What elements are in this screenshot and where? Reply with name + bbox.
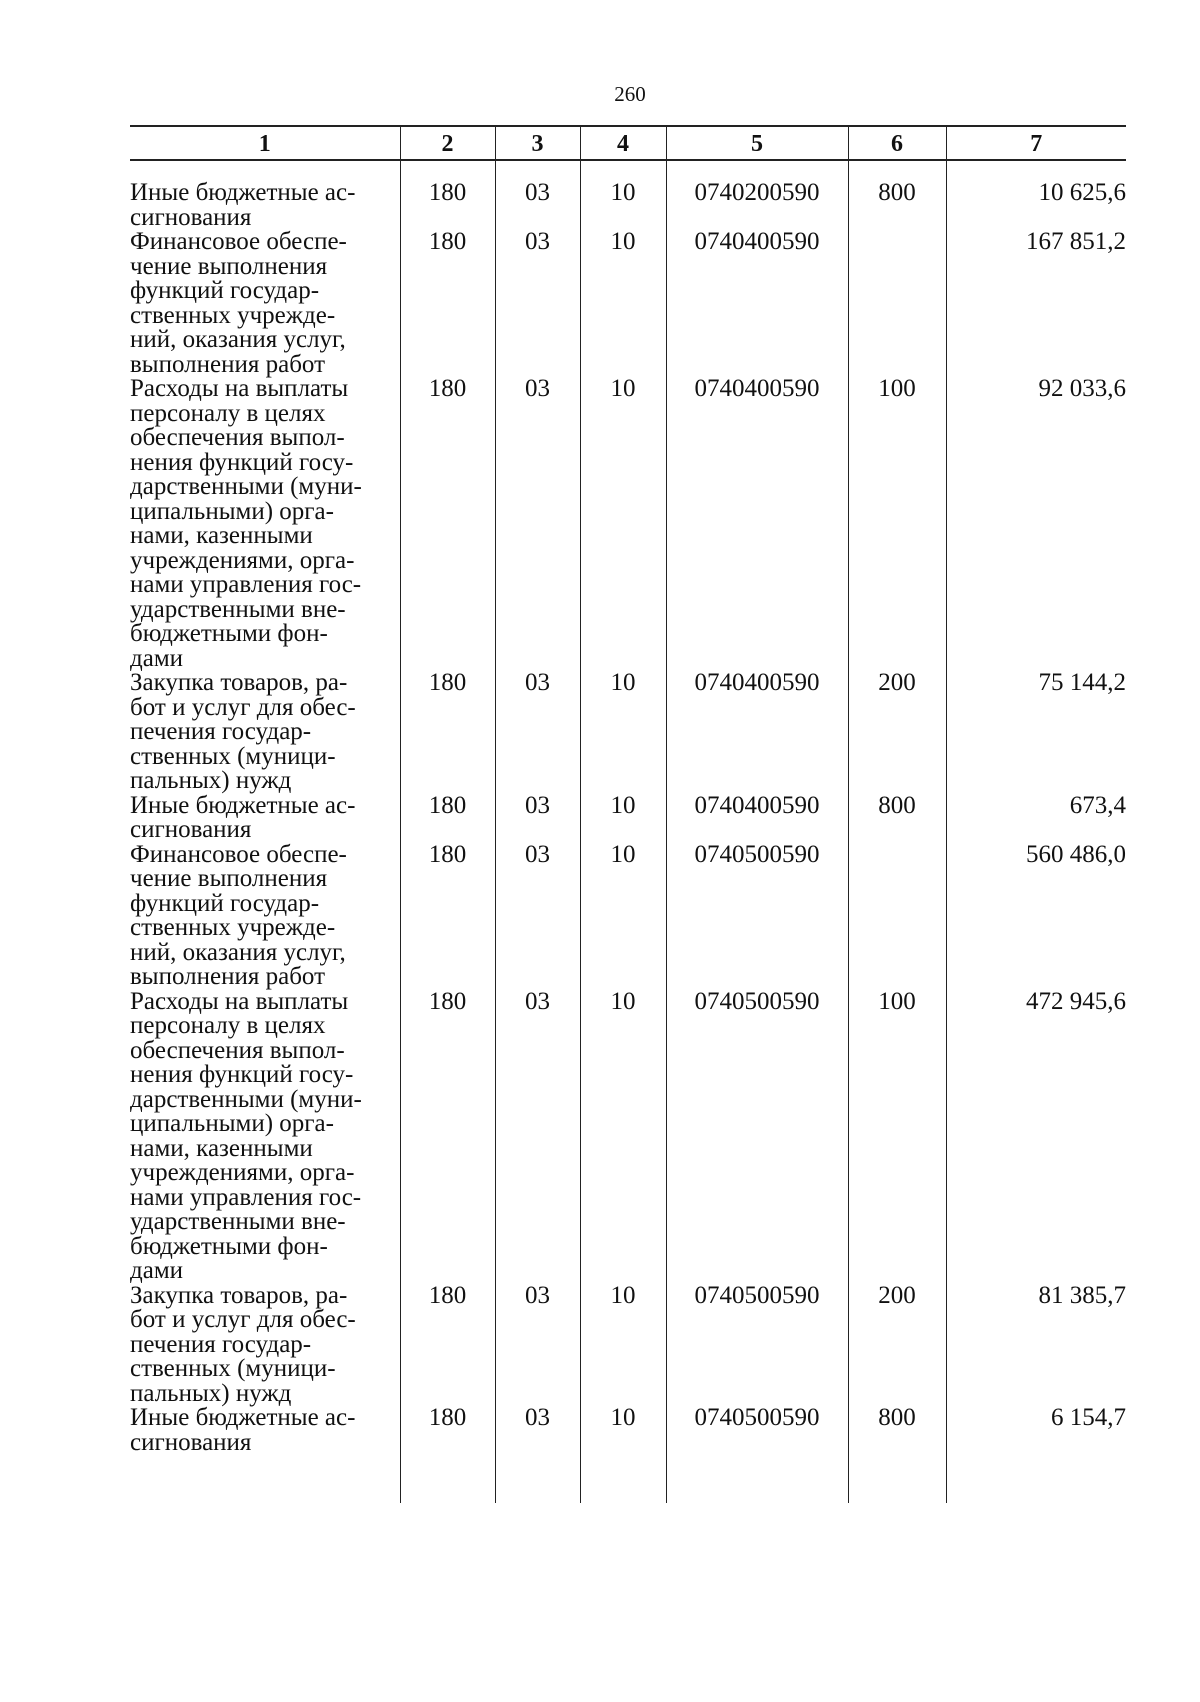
amount: 673,4 bbox=[946, 794, 1126, 843]
amount: 560 486,0 bbox=[946, 843, 1126, 990]
spacer-row bbox=[130, 160, 1126, 181]
row-name: Иные бюджетные ас- сигнования bbox=[130, 791, 356, 843]
amount: 10 625,6 bbox=[946, 181, 1126, 230]
section-code: 180 bbox=[400, 377, 495, 671]
expense-type-code: 800 bbox=[848, 794, 946, 843]
row-name: Иные бюджетные ас- сигнования bbox=[130, 1404, 356, 1456]
expense-type-code: 800 bbox=[848, 181, 946, 230]
row-name: Финансовое обеспе- чение выполнения функций государ- ственных учрежде- ний, оказания услуг, выполнения работ bbox=[130, 228, 347, 378]
target-article-code: 0740200590 bbox=[666, 181, 848, 230]
target-article-code: 0740500590 bbox=[666, 990, 848, 1284]
subsection-code: 03 bbox=[495, 794, 580, 843]
target-article-code: 0740400590 bbox=[666, 377, 848, 671]
subsection-sub-code: 10 bbox=[580, 1284, 666, 1407]
row-name: Финансовое обеспе- чение выполнения функций государ- ственных учрежде- ний, оказания услуг, выполнения работ bbox=[130, 840, 347, 990]
subsection-code: 03 bbox=[495, 1406, 580, 1455]
expense-type-code: 200 bbox=[848, 671, 946, 794]
subsection-sub-code: 10 bbox=[580, 181, 666, 230]
header-col-5: 5 bbox=[666, 126, 848, 160]
row-name: Расходы на выплаты персоналу в целях обеспечения выпол- нения функций госу- дарственными (муни- ципальными) орга- нами, казенными учреждениями, орга- нами управления гос- ударственными вне- бюджетными фон- дами bbox=[130, 987, 362, 1284]
subsection-code: 03 bbox=[495, 990, 580, 1284]
section-code: 180 bbox=[400, 671, 495, 794]
expense-type-code: 100 bbox=[848, 990, 946, 1284]
subsection-code: 03 bbox=[495, 181, 580, 230]
table-row bbox=[130, 794, 1126, 843]
amount: 92 033,6 bbox=[946, 377, 1126, 671]
subsection-sub-code: 10 bbox=[580, 843, 666, 990]
table-row bbox=[130, 1406, 1126, 1455]
expense-type-code: 100 bbox=[848, 377, 946, 671]
subsection-code: 03 bbox=[495, 843, 580, 990]
amount: 81 385,7 bbox=[946, 1284, 1126, 1407]
header-col-1: 1 bbox=[130, 126, 400, 160]
table-row bbox=[130, 671, 1126, 794]
section-code: 180 bbox=[400, 181, 495, 230]
amount: 167 851,2 bbox=[946, 230, 1126, 377]
trailing-row bbox=[130, 1455, 1126, 1503]
target-article-code: 0740500590 bbox=[666, 1284, 848, 1407]
expense-type-code: 800 bbox=[848, 1406, 946, 1455]
target-article-code: 0740400590 bbox=[666, 230, 848, 377]
target-article-code: 0740500590 bbox=[666, 843, 848, 990]
target-article-code: 0740500590 bbox=[666, 1406, 848, 1455]
header-row bbox=[130, 126, 1126, 160]
subsection-code: 03 bbox=[495, 1284, 580, 1407]
subsection-sub-code: 10 bbox=[580, 794, 666, 843]
expense-type-code bbox=[848, 843, 946, 990]
subsection-code: 03 bbox=[495, 230, 580, 377]
subsection-sub-code: 10 bbox=[580, 1406, 666, 1455]
subsection-code: 03 bbox=[495, 671, 580, 794]
amount: 75 144,2 bbox=[946, 671, 1126, 794]
section-code: 180 bbox=[400, 843, 495, 990]
subsection-sub-code: 10 bbox=[580, 990, 666, 1284]
row-name: Расходы на выплаты персоналу в целях обеспечения выпол- нения функций госу- дарственными (муни- ципальными) орга- нами, казенными учреждениями, орга- нами управления гос- ударственными вне- бюджетными фон- дами bbox=[130, 375, 362, 672]
table-row bbox=[130, 181, 1126, 230]
amount: 472 945,6 bbox=[946, 990, 1126, 1284]
row-name: Иные бюджетные ас- сигнования bbox=[130, 179, 356, 231]
section-code: 180 bbox=[400, 1406, 495, 1455]
header-col-4: 4 bbox=[580, 126, 666, 160]
subsection-code: 03 bbox=[495, 377, 580, 671]
subsection-sub-code: 10 bbox=[580, 377, 666, 671]
header-col-6: 6 bbox=[848, 126, 946, 160]
amount: 6 154,7 bbox=[946, 1406, 1126, 1455]
target-article-code: 0740400590 bbox=[666, 794, 848, 843]
header-col-7: 7 bbox=[946, 126, 1126, 160]
subsection-sub-code: 10 bbox=[580, 671, 666, 794]
table-row bbox=[130, 377, 1126, 671]
subsection-sub-code: 10 bbox=[580, 230, 666, 377]
table-row bbox=[130, 1284, 1126, 1407]
section-code: 180 bbox=[400, 1284, 495, 1407]
row-name: Закупка товаров, ра- бот и услуг для обес- печения государ- ственных (муници- пальных) нужд bbox=[130, 1281, 356, 1407]
header-col-3: 3 bbox=[495, 126, 580, 160]
section-code: 180 bbox=[400, 794, 495, 843]
target-article-code: 0740400590 bbox=[666, 671, 848, 794]
section-code: 180 bbox=[400, 230, 495, 377]
table-row bbox=[130, 990, 1126, 1284]
table-row bbox=[130, 843, 1126, 990]
page-number: 260 bbox=[614, 82, 646, 106]
expense-type-code: 200 bbox=[848, 1284, 946, 1407]
budget-table bbox=[130, 125, 1126, 1503]
expense-type-code bbox=[848, 230, 946, 377]
section-code: 180 bbox=[400, 990, 495, 1284]
row-name: Закупка товаров, ра- бот и услуг для обес- печения государ- ственных (муници- пальных) нужд bbox=[130, 669, 356, 794]
table-row bbox=[130, 230, 1126, 377]
header-col-2: 2 bbox=[400, 126, 495, 160]
